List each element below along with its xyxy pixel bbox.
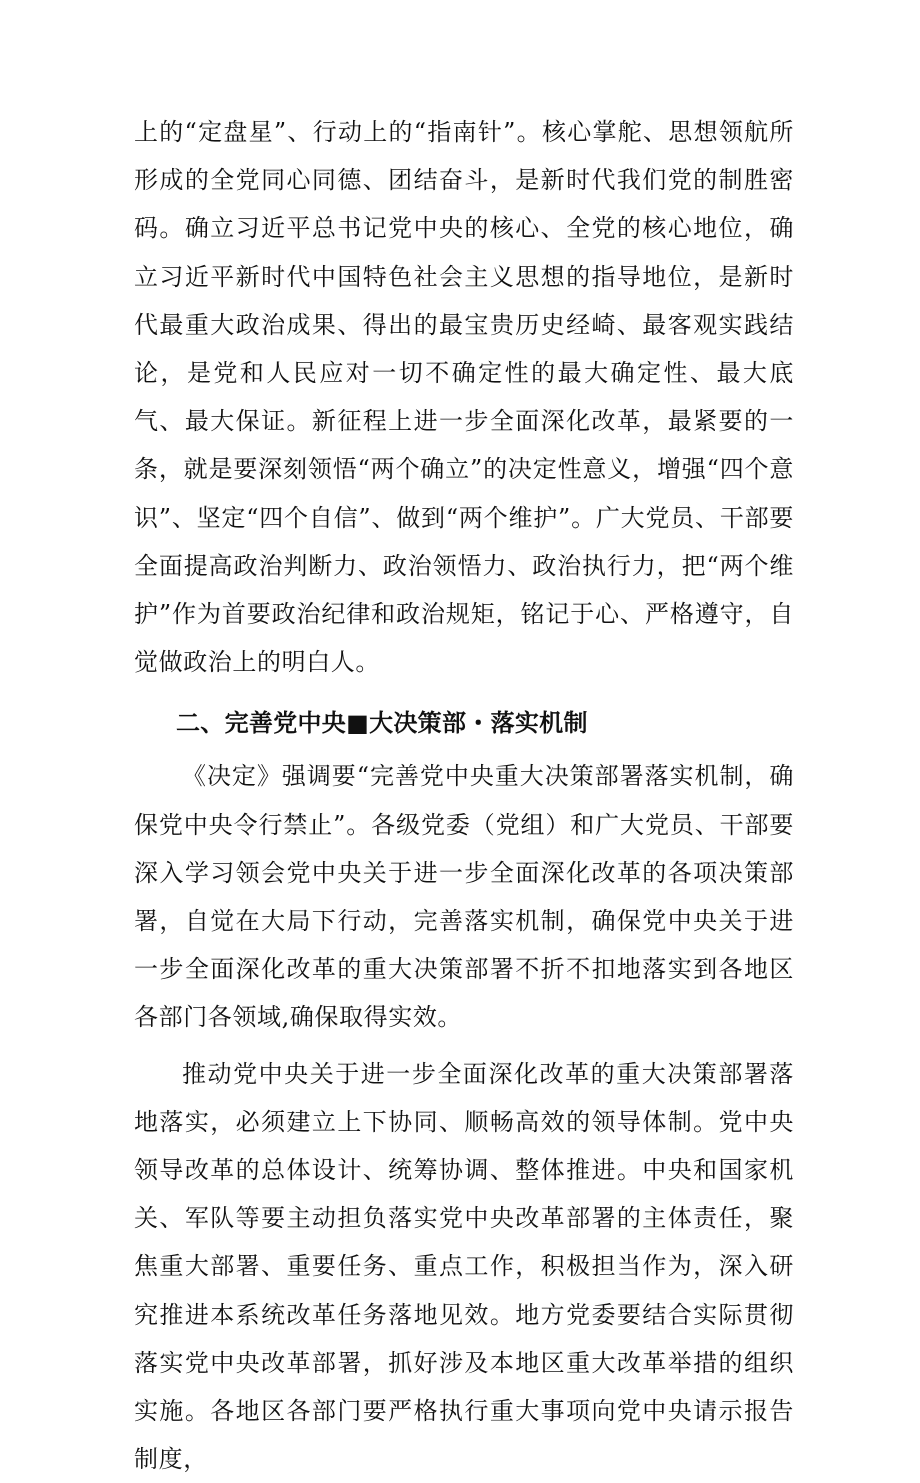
body-paragraph: 上的“定盘星”、行动上的“指南针”。核心掌舵、思想领航所形成的全党同心同德、团结奋斗，是新时代我们党的制胜密码。确立习近平总书记党中央的核心、全党的核心地位，确立习近平新时代中国特色社会主义思想的指导地位，是新时代最重大政治成果、得出的最宝贵历史经崎、最客观实践结论，是党和人民应对一切不确定性的最大确定性、最大底气、最大保证。新征程上进一步全面深化改革，最紧要的一条，就是要深刻领悟“两个确立”的决定性意义，增强“四个意识”、坚定“四个自信”、做到“两个维护”。广大党员、干部要全面提高政治判断力、政治领悟力、政治执行力，把“两个维护”作为首要政治纪律和政治规矩，铭记于心、严格遵守，自觉做政治上的明白人。 [134,118,794,677]
body-paragraph: 《决定》强调要“完善党中央重大决策部署落实机制，确保党中央令行禁止”。各级党委（党组）和广大党员、干部要深入学习领会党中央关于进一步全面深化改革的各项决策部署，自觉在大局下行动，完善落实机制，确保党中央关于进一步全面深化改革的重大决策部署不折不扣地落实到各地区各部门各领域,确保取得实效。 [134,762,794,1032]
section-heading: 二、完善党中央■大决策部・落实机制 [176,709,588,738]
document-body [134,108,794,1483]
body-paragraph: 推动党中央关于进一步全面深化改革的重大决策部署落地落实，必须建立上下协同、顺畅高效的领导体制。党中央领导改革的总体设计、统筹协调、整体推进。中央和国家机关、军队等要主动担负落实党中央改革部署的主体责任，聚焦重大部署、重要任务、重点工作，积极担当作为，深入研究推进本系统改革任务落地见效。地方党委要结合实际贯彻落实党中央改革部署，抓好涉及本地区重大改革举措的组织实施。各地区各部门要严格执行重大事项向党中央请示报告制度， [134,1059,794,1474]
spacer [134,686,794,694]
spacer [134,1042,794,1050]
